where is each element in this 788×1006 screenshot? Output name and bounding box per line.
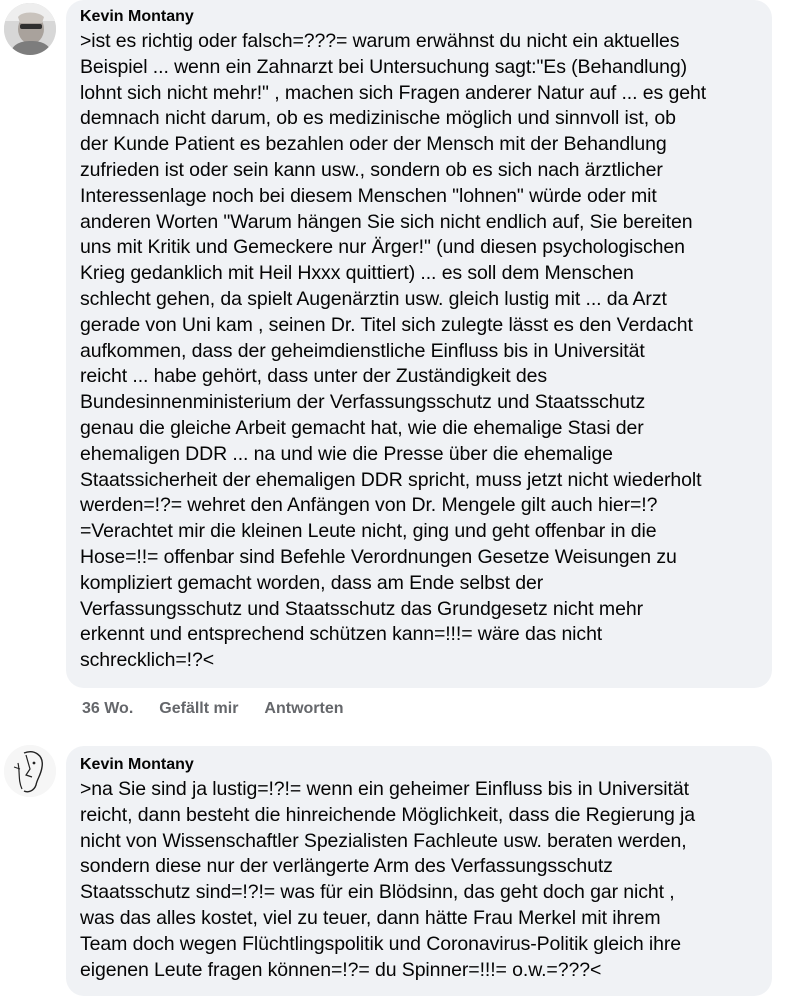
comment-author[interactable]: Kevin Montany <box>80 8 194 25</box>
profile-photo-icon <box>4 3 56 55</box>
comment-text: >na Sie sind ja lustig=!?!= wenn ein geheimer Einfluss bis in Universität reicht, dann besteht die hinreichende Möglichkeit, dass die Regierung ja nicht von Wissenschaftler Spezialisten Fachleute usw. beraten werden, sondern diese nur der verlängerte Arm des Verfassungsschutz Staatsschutz sind=!?!= was für ein Blödsinn, das geht doch gar nicht , was das alles kostet, viel zu teuer, dann hätte Frau Merkel mit ihrem Team doch wegen Flüchtlingspolitik und Coronavirus-Politik gleich ihre eigenen Leute fragen können=!?= du Spinner=!!!= o.w.=???< <box>80 778 696 981</box>
like-button[interactable]: Gefällt mir <box>159 700 239 717</box>
comment-text: >ist es richtig oder falsch=???= warum erwähnst du nicht ein aktuelles Beispiel ... wenn ein Zahnarzt bei Untersuchung sagt:"Es (Behandlung) lohnt sich nicht mehr!" , machen sich Fragen anderer Natur auf ... es geht demnach nicht darum, ob es medizinische möglich und sinnvoll ist, ob der Kunde Patient es bezahlen oder der Mensch mit der Behandlung zufrieden ist oder sein kann usw., sondern ob es sich nach ärztlicher Interessenlage noch bei diesem Menschen "lohnen" würde oder mit anderen Worten "Warum hängen Sie sich nicht endlich auf, Sie bereiten uns mit Kritik und Gemeckere nur Ärger!" (und diesen psychologischen Krieg gedanklich mit Heil Hxxx quittiert) ... es soll dem Menschen schlecht gehen, da spielt Augenärztin usw. gleich lustig mit ... da Arzt gerade von Uni kam , seinen Dr. Titel sich zulegte lässt es den Verdacht aufkommen, dass der geheimdienstliche Einfluss bis in Universität reicht ... habe gehört, dass unter der Zuständigkeit des Bundesinnenministerium der Verfassungsschutz und Staatsschutz genau die gleiche Arbeit gemacht hat, wie die ehemalige Stasi der ehemaligen DDR ... na und wie die Presse über die ehemalige Staatssicherheit der ehemaligen DDR spricht, muss jetzt nicht wiederholt werden=!?= wehret den Anfängen von Dr. Mengele gilt auch hier=!? =Verachtet mir die kleinen Leute nicht, ging und geht offenbar in die Hose=!!= offenbar sind Befehle Verordnungen Gesetze Weisungen zu kompliziert gemacht worden, dass am Ende selbst der Verfassungsschutz und Staatsschutz das Grundgesetz nicht mehr erkennt und entsprechend schützen kann=!!!= wäre das nicht schrecklich=!?< <box>80 30 707 672</box>
comment-author[interactable]: Kevin Montany <box>80 756 194 773</box>
comment-bubble <box>66 0 772 688</box>
comment-bubble <box>66 746 772 996</box>
reply-button[interactable]: Antworten <box>264 700 344 717</box>
comment-actions <box>82 699 344 719</box>
author-avatar-drawing[interactable] <box>4 745 56 797</box>
author-avatar-photo[interactable] <box>4 3 56 55</box>
sketch-face-icon <box>4 745 56 797</box>
comment-timestamp[interactable]: 36 Wo. <box>82 700 134 717</box>
